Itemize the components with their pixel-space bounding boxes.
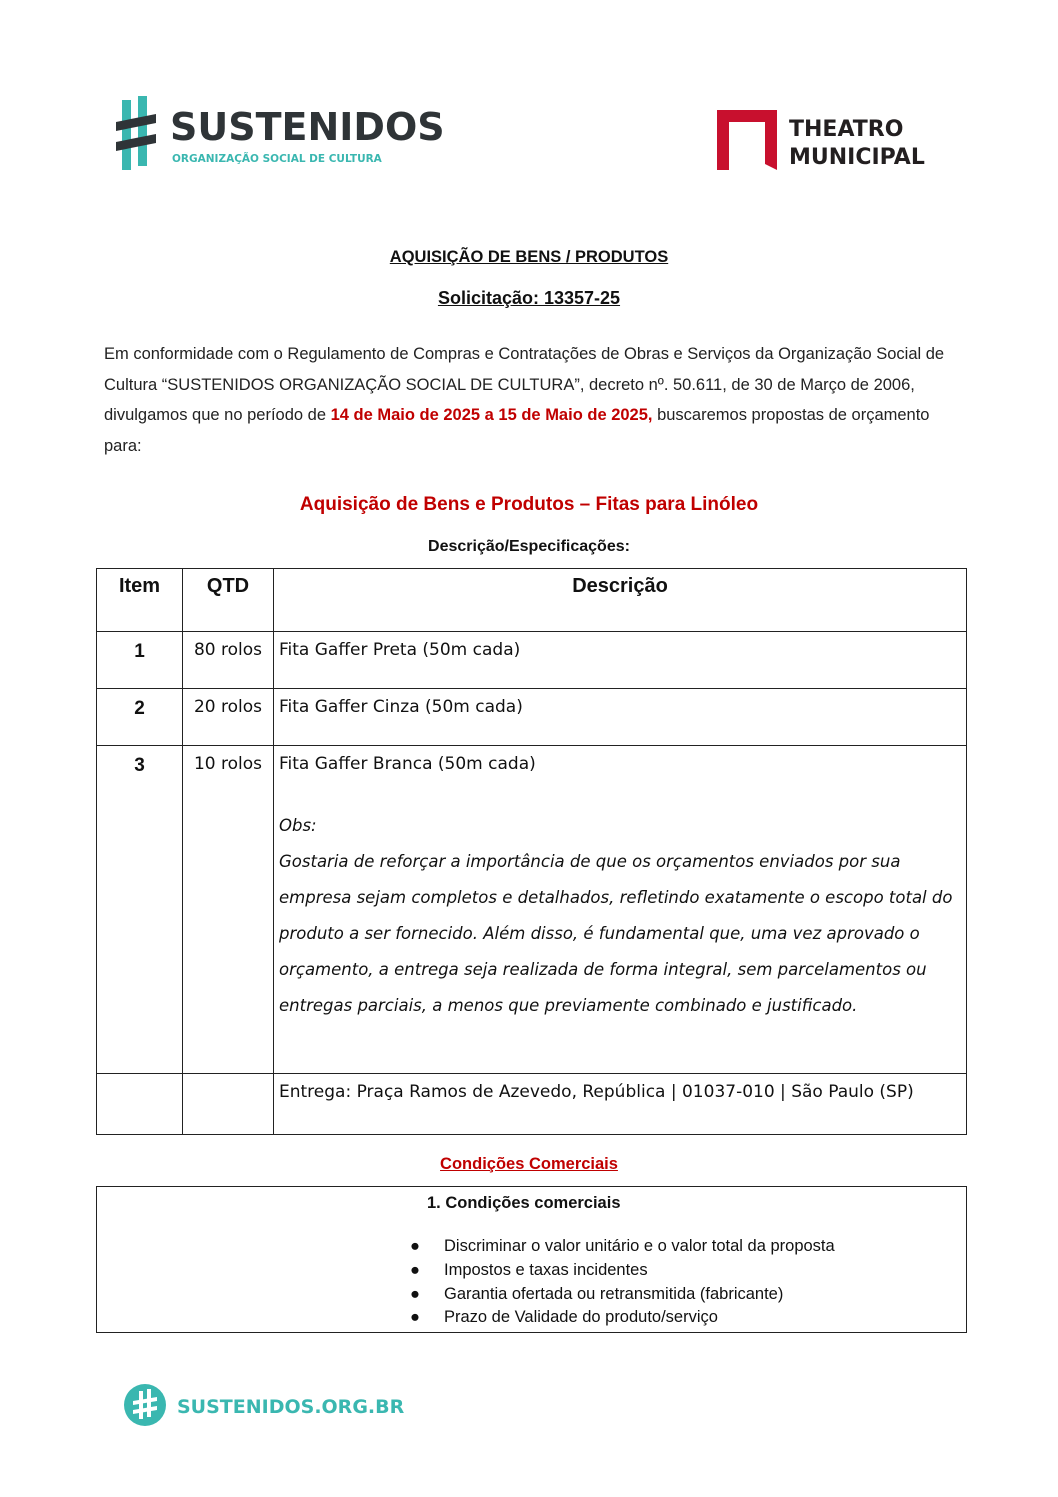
table-header-row	[97, 569, 967, 632]
list-item	[410, 1306, 835, 1330]
theatro-arch-icon	[715, 108, 955, 174]
bullet-icon: ●	[410, 1237, 420, 1255]
row-quantity: 20 rolos	[183, 689, 274, 746]
footer-site-logo	[124, 1382, 405, 1428]
table-row	[97, 632, 967, 689]
conditions-box	[96, 1186, 967, 1333]
row-description: Fita Gaffer Branca (50m cada)	[279, 754, 536, 774]
obs-label: Obs:	[279, 816, 317, 835]
description-heading: Descrição/Especificações:	[428, 538, 630, 555]
row-description: Fita Gaffer Cinza (50m cada)	[274, 689, 967, 746]
condition-text: Prazo de Validade do produto/serviço	[444, 1308, 718, 1327]
sustenidos-hash-icon	[116, 92, 445, 174]
row-description: Fita Gaffer Preta (50m cada)	[274, 632, 967, 689]
list-item	[410, 1235, 835, 1259]
document-title: AQUISIÇÃO DE BENS / PRODUTOS	[389, 248, 669, 266]
intro-paragraph	[104, 339, 964, 461]
obs-text: Gostaria de reforçar a importância de que os orçamentos enviados por sua empresa sejam completos e detalhados, refletindo exatamente o escopo total do produto a ser fornecido. Além disso, é fundamental que, uma vez aprovado o orçamento, a entrega seja realizada de forma integral, sem parcelamentos ou entregas parciais, a menos que previamente combinado e justificado.	[279, 852, 953, 1015]
theatro-municipal-logo	[715, 108, 955, 174]
intro-period: 14 de Maio de 2025 a 15 de Maio de 2025,	[330, 406, 653, 424]
bullet-icon: ●	[410, 1308, 420, 1327]
sustenidos-logo-tagline: ORGANIZAÇÃO SOCIAL DE CULTURA	[172, 153, 382, 165]
observation-block	[279, 808, 966, 1024]
sustenidos-logo-name: SUSTENIDOS	[170, 105, 445, 149]
row-quantity: 80 rolos	[183, 632, 274, 689]
condition-text: Discriminar o valor unitário e o valor total da proposta	[444, 1237, 835, 1255]
footer-site-text: SUSTENIDOS.ORG.BR	[177, 1396, 405, 1418]
table-row	[97, 689, 967, 746]
intro-text-before: Em conformidade com o Regulamento de Compras e Contratações de Obras e Serviços da Organização Social de Cultura “SUSTENIDOS ORGANIZAÇÃO SOCIAL DE CULTURA”, decreto nº. 50.611, de 30 de Março de 2006, divulgamos que no período de	[104, 345, 945, 424]
intro-text-after: buscaremos propostas de orçamento para:	[104, 406, 930, 455]
bullet-icon: ●	[410, 1284, 420, 1303]
delivery-address: Entrega: Praça Ramos de Azevedo, República | 01037-010 | São Paulo (SP)	[274, 1074, 967, 1135]
condition-text: Garantia ofertada ou retransmitida (fabricante)	[444, 1284, 784, 1303]
delivery-row	[97, 1074, 967, 1135]
row-item-number: 1	[97, 632, 183, 689]
conditions-title: Condições Comerciais	[440, 1155, 618, 1173]
header-descricao: Descrição	[274, 569, 967, 632]
row-item-number: 3	[97, 746, 183, 1074]
items-table	[96, 568, 967, 1135]
row-item-number: 2	[97, 689, 183, 746]
bullet-icon: ●	[410, 1260, 420, 1279]
header-item: Item	[97, 569, 183, 632]
empty-cell	[97, 1074, 183, 1135]
purchase-subtitle: Aquisição de Bens e Produtos – Fitas para Linóleo	[299, 494, 759, 515]
theatro-logo-line1: THEATRO	[789, 117, 904, 142]
table-row	[97, 746, 967, 1074]
list-item	[410, 1259, 835, 1283]
conditions-list	[410, 1235, 835, 1330]
conditions-heading: 1. Condições comerciais	[427, 1194, 621, 1212]
list-item	[410, 1283, 835, 1307]
row-quantity: 10 rolos	[183, 746, 274, 1074]
header-qtd: QTD	[183, 569, 274, 632]
footer-hash-icon	[124, 1382, 405, 1428]
row-description-with-obs	[274, 746, 967, 1074]
theatro-logo-line2: MUNICIPAL	[789, 145, 925, 170]
sustenidos-logo	[116, 92, 445, 174]
empty-cell	[183, 1074, 274, 1135]
solicitacao-number: Solicitação: 13357-25	[437, 288, 621, 308]
condition-text: Impostos e taxas incidentes	[444, 1260, 648, 1279]
